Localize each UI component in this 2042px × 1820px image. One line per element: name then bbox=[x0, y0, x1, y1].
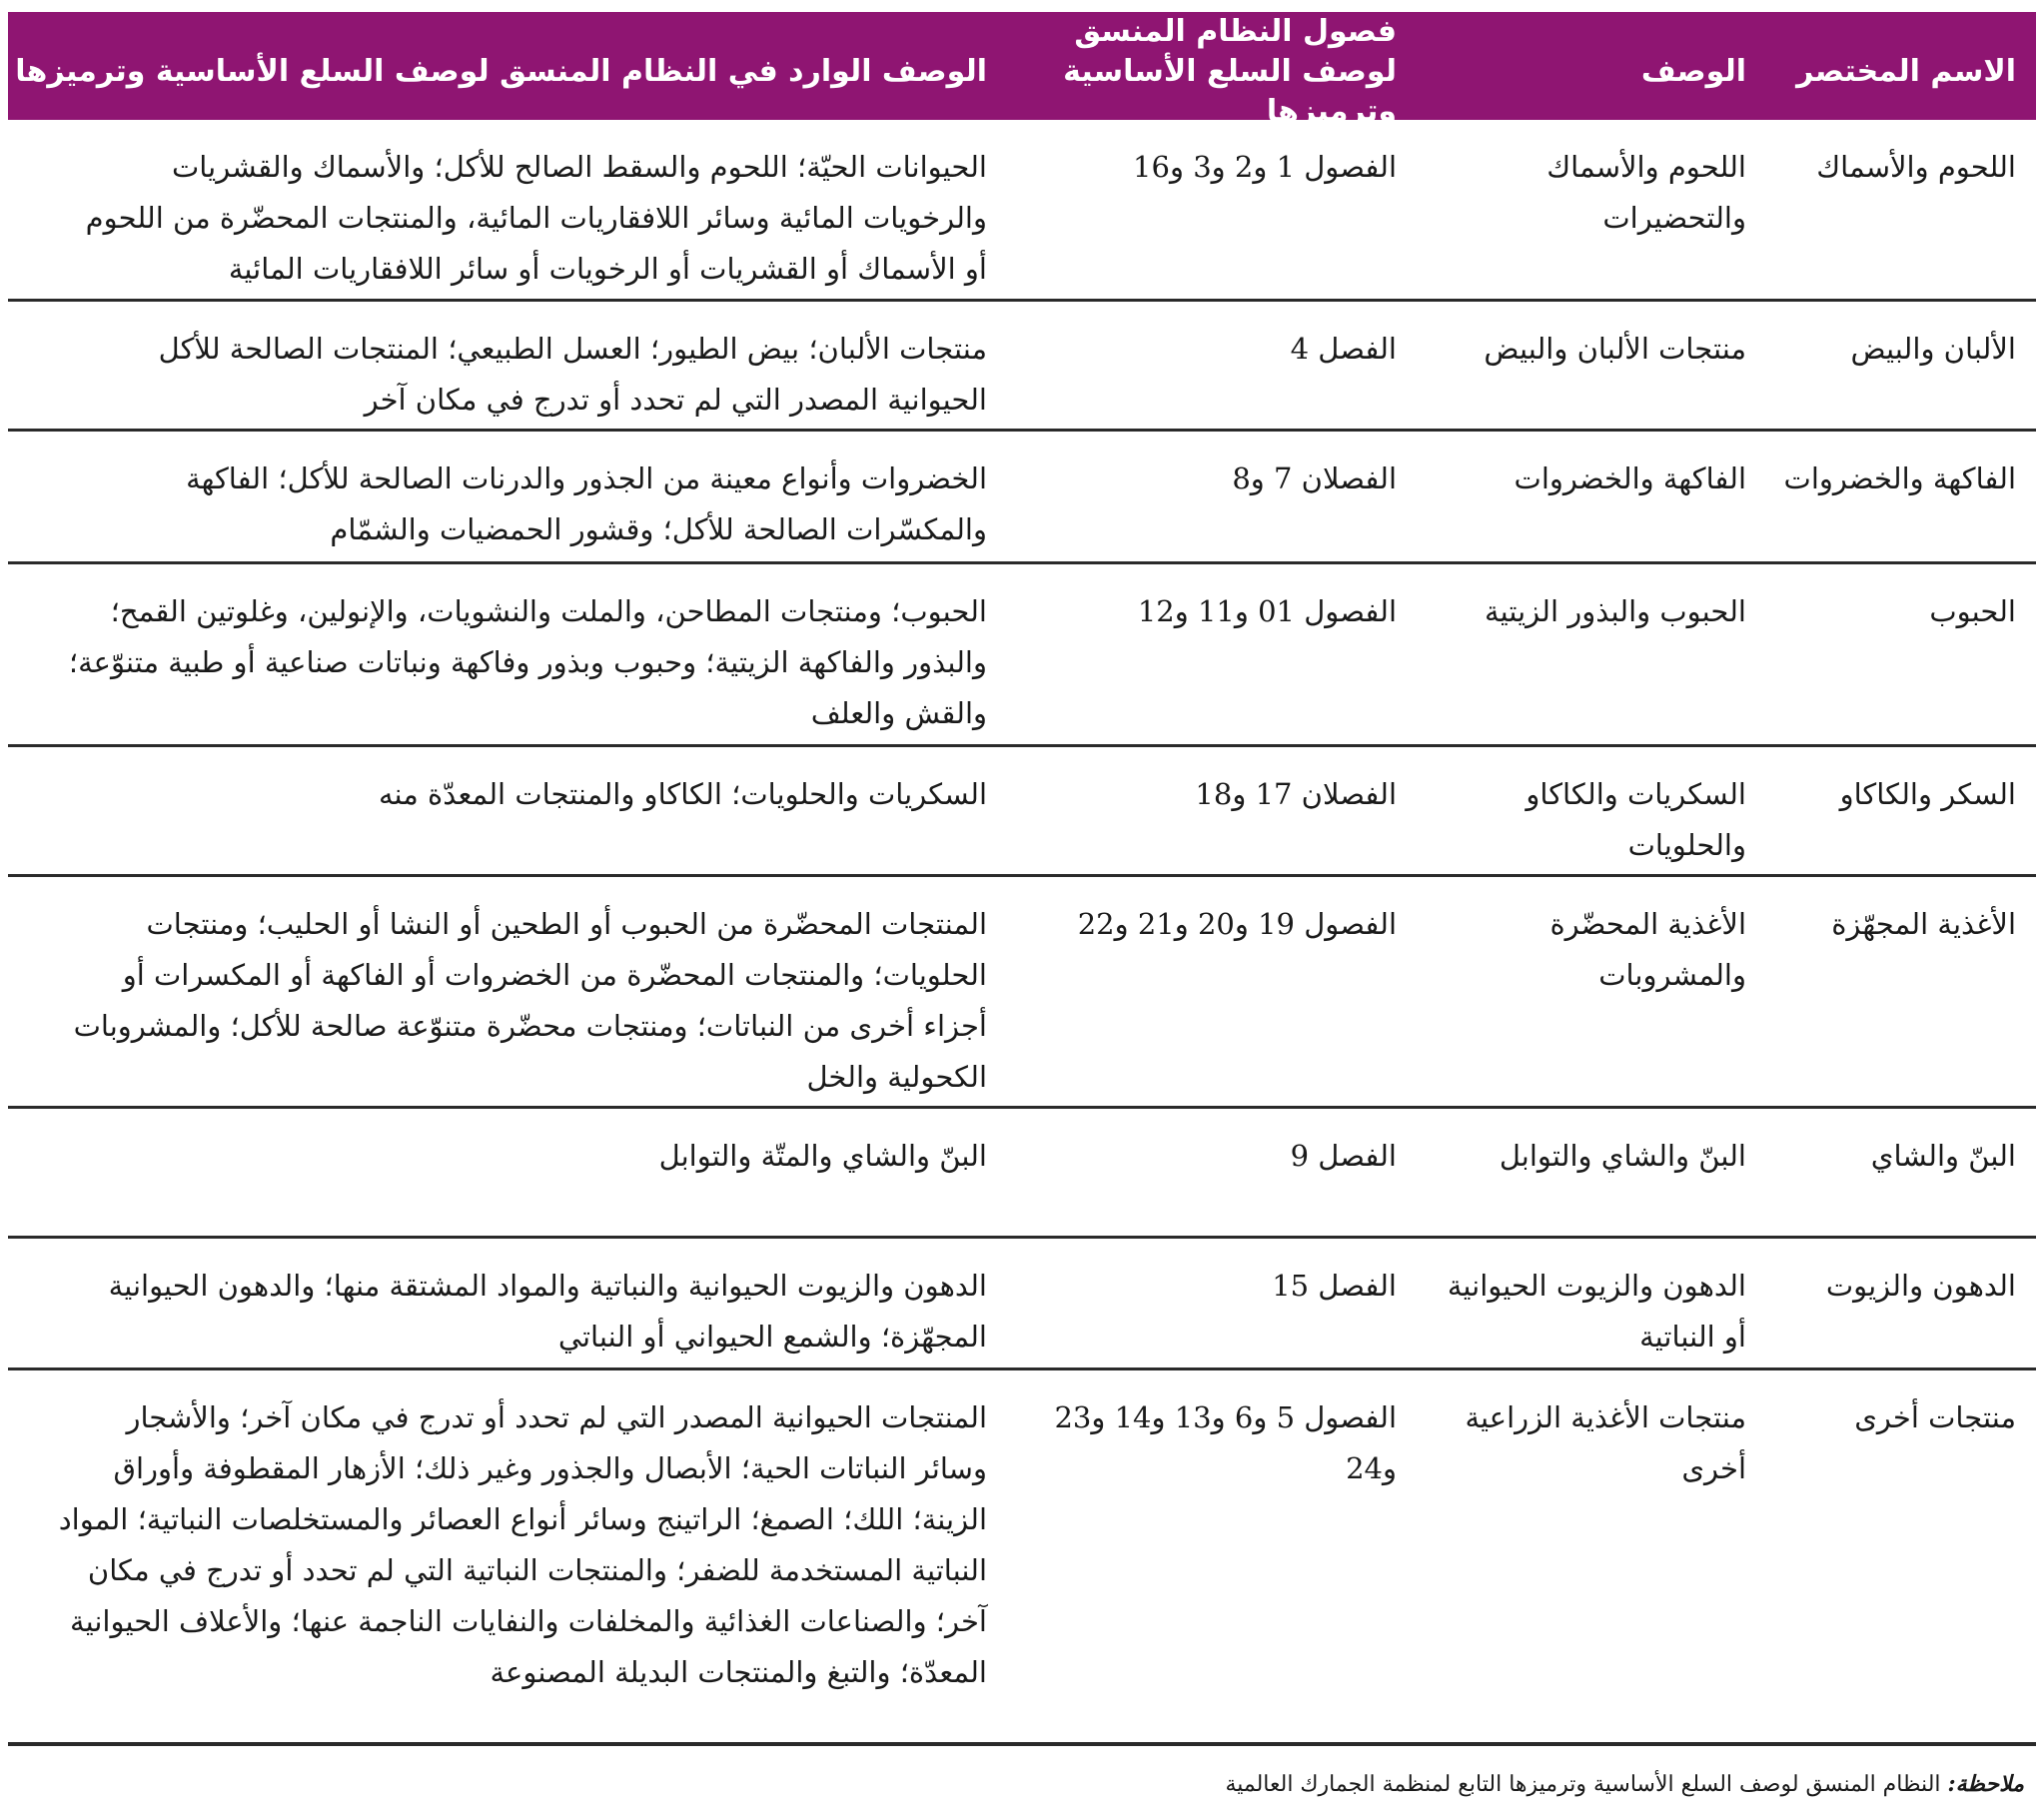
cell-hs-description: الحبوب؛ ومنتجات المطاحن، والملت والنشويات، والإنولين، وغلوتين القمح؛ والبذور والفاكهة الزيتية؛ وحبوب وبذور وفاكهة ونباتات صناعية أو طبية متنوّعة؛ والقش والعلف bbox=[68, 594, 987, 730]
table-note bbox=[8, 1768, 2036, 1801]
table-header bbox=[8, 12, 2036, 129]
table-row bbox=[8, 1370, 2036, 1746]
cell-hs-description: السكريات والحلويات؛ الكاكاو والمنتجات المعدّة منه bbox=[378, 777, 987, 811]
cell-description: السكريات والكاكاو والحلويات bbox=[1526, 777, 1746, 862]
cell-hs-chapters: الفصلان 17 و18 bbox=[1195, 777, 1397, 811]
table-row bbox=[8, 302, 2036, 432]
cell-short-name: اللحوم والأسماك bbox=[1816, 150, 2016, 184]
cell-hs-chapters: الفصل 4 bbox=[1290, 332, 1397, 366]
cell-description: منتجات الألبان والبيض bbox=[1484, 332, 1746, 366]
note-text: النظام المنسق لوصف السلع الأساسية وترميزها التابع لمنظمة الجمارك العالمية bbox=[1225, 1772, 1941, 1797]
table-row bbox=[8, 120, 2036, 302]
column-header-hs-description: الوصف الوارد في النظام المنسق لوصف السلع الأساسية وترميزها bbox=[15, 54, 987, 89]
cell-short-name: السكر والكاكاو bbox=[1839, 777, 2016, 811]
table-row bbox=[8, 432, 2036, 564]
table-row bbox=[8, 1109, 2036, 1239]
note-label: ملاحظة: bbox=[1947, 1771, 2024, 1797]
column-header-short-name: الاسم المختصر bbox=[1796, 54, 2016, 89]
cell-hs-description: الدهون والزيوت الحيوانية والنباتية والمواد المشتقة منها؛ والدهون الحيوانية المجهّزة؛ والشمع الحيواني أو النباتي bbox=[108, 1269, 987, 1354]
cell-hs-chapters: الفصل 9 bbox=[1290, 1139, 1397, 1173]
cell-hs-chapters: الفصول 19 و20 و21 و22 bbox=[1077, 907, 1397, 941]
column-header-hs-chapters: فصول النظام المنسق لوصف السلع الأساسية وترميزها bbox=[1063, 14, 1397, 129]
table-row bbox=[8, 877, 2036, 1109]
cell-short-name: الفاكهة والخضروات bbox=[1783, 461, 2016, 495]
cell-description: البنّ والشاي والتوابل bbox=[1499, 1139, 1746, 1173]
cell-short-name: الألبان والبيض bbox=[1850, 332, 2016, 366]
cell-hs-chapters: الفصل 15 bbox=[1272, 1269, 1397, 1303]
cell-description: الفاكهة والخضروات bbox=[1514, 461, 1746, 495]
cell-short-name: الدهون والزيوت bbox=[1825, 1269, 2016, 1303]
cell-description: الدهون والزيوت الحيوانية أو النباتية bbox=[1447, 1269, 1746, 1354]
cell-description: منتجات الأغذية الزراعية أخرى bbox=[1465, 1400, 1746, 1485]
cell-hs-description: الخضروات وأنواع معينة من الجذور والدرنات الصالحة للأكل؛ الفاكهة والمكسّرات الصالحة للأكل؛ وقشور الحمضيات والشمّام bbox=[186, 461, 987, 546]
cell-description: الأغذية المحضّرة والمشروبات bbox=[1549, 907, 1746, 992]
cell-short-name: منتجات أخرى bbox=[1854, 1400, 2016, 1434]
cell-description: اللحوم والأسماك والتحضيرات bbox=[1546, 150, 1746, 235]
cell-description: الحبوب والبذور الزيتية bbox=[1485, 594, 1746, 628]
table-row bbox=[8, 1239, 2036, 1370]
commodity-table bbox=[8, 12, 2036, 1801]
cell-hs-chapters: الفصول 1 و2 و3 و16 bbox=[1133, 150, 1397, 184]
column-header-description: الوصف bbox=[1640, 54, 1746, 89]
cell-short-name: البنّ والشاي bbox=[1870, 1139, 2016, 1173]
table-row bbox=[8, 747, 2036, 877]
table-row bbox=[8, 564, 2036, 747]
cell-hs-chapters: الفصلان 7 و8 bbox=[1232, 461, 1397, 495]
cell-hs-description: المنتجات الحيوانية المصدر التي لم تحدد أو تدرج في مكان آخر؛ والأشجار وسائر النباتات الحية؛ الأبصال والجذور وغير ذلك؛ الأزهار المقطوفة وأوراق الزينة؛ اللك؛ الصمغ؛ الراتينج وسائر أنواع العصائر والمستخلصات النباتية؛ المواد النباتية المستخدمة للضفر؛ والمنتجات النباتية التي لم تحدد أو تدرج في مكان آخر؛ والصناعات الغذائية والمخلفات والنفايات الناجمة عنها؛ والأعلاف الحيوانية المعدّة؛ والتبغ والمنتجات البديلة المصنوعة bbox=[58, 1400, 987, 1689]
cell-hs-description: الحيوانات الحيّة؛ اللحوم والسقط الصالح للأكل؛ والأسماك والقشريات والرخويات المائية وسائر اللافقاريات المائية، والمنتجات المحضّرة من اللحوم أو الأسماك أو القشريات أو الرخويات أو سائر اللافقاريات المائية bbox=[85, 150, 987, 286]
cell-hs-chapters: الفصول 01 و11 و12 bbox=[1137, 594, 1397, 628]
cell-short-name: الحبوب bbox=[1929, 594, 2016, 628]
cell-hs-chapters: الفصول 5 و6 و13 و14 و23 و24 bbox=[1054, 1400, 1397, 1485]
cell-hs-description: المنتجات المحضّرة من الحبوب أو الطحين أو النشا أو الحليب؛ ومنتجات الحلويات؛ والمنتجات المحضّرة من الخضروات أو الفاكهة أو المكسرات أو أجزاء أخرى من النباتات؛ ومنتجات محضّرة متنوّعة صالحة للأكل؛ والمشروبات الكحولية والخل bbox=[73, 907, 987, 1094]
cell-short-name: الأغذية المجهّزة bbox=[1831, 907, 2016, 941]
cell-hs-description: منتجات الألبان؛ بيض الطيور؛ العسل الطبيعي؛ المنتجات الصالحة للأكل الحيوانية المصدر التي لم تحدد أو تدرج في مكان آخر bbox=[158, 332, 987, 417]
cell-hs-description: البنّ والشاي والمتّة والتوابل bbox=[658, 1139, 987, 1173]
